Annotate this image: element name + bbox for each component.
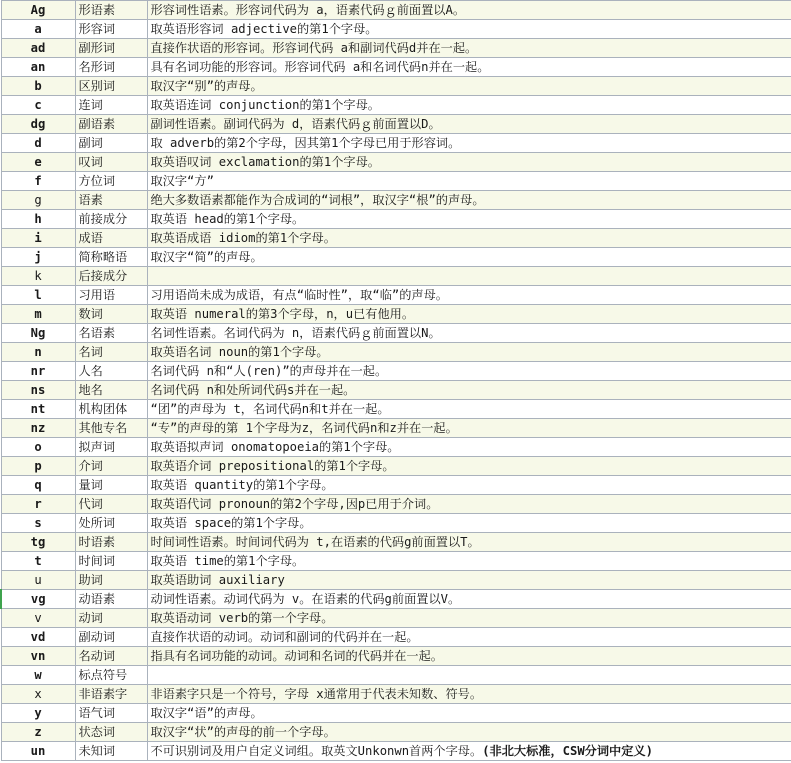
tag-description-text: 取英语名词 noun的第1个字母。 <box>150 344 329 359</box>
tag-description-text: 取英语连词 conjunction的第1个字母。 <box>150 97 380 112</box>
tag-description-cell <box>147 381 791 400</box>
table-row <box>1 77 791 96</box>
tag-code-cell: nt <box>1 400 75 419</box>
tag-name-cell: 时间词 <box>75 552 147 571</box>
tag-description-text: 非语素字只是一个符号，字母 x通常用于代表未知数、符号。 <box>150 686 483 701</box>
tag-description-cell <box>147 400 791 419</box>
tag-description-cell <box>147 305 791 324</box>
tag-code-cell: an <box>1 58 75 77</box>
tag-description-cell <box>147 438 791 457</box>
tag-description-cell <box>147 704 791 723</box>
tag-description-cell <box>147 723 791 742</box>
tag-description-cell <box>147 685 791 704</box>
tag-name-cell: 语素 <box>75 191 147 210</box>
tag-code-cell: dg <box>1 115 75 134</box>
tag-name-cell: 简称略语 <box>75 248 147 267</box>
tag-name-cell: 地名 <box>75 381 147 400</box>
tag-code-cell: g <box>1 191 75 210</box>
tag-description-text: 取汉字“方” <box>150 173 214 188</box>
table-row <box>1 286 791 305</box>
tag-description-cell <box>147 647 791 666</box>
table-row <box>1 134 791 153</box>
tag-description-cell <box>147 1 791 20</box>
tag-name-cell: 时语素 <box>75 533 147 552</box>
table-row <box>1 58 791 77</box>
tag-code-cell: Ag <box>1 1 75 20</box>
tag-description-text: 取英语介词 prepositional的第1个字母。 <box>150 458 395 473</box>
table-row <box>1 20 791 39</box>
tag-description-text: 取英语拟声词 onomatopoeia的第1个字母。 <box>150 439 400 454</box>
tag-name-cell: 副动词 <box>75 628 147 647</box>
table-row <box>1 400 791 419</box>
tag-name-cell: 介词 <box>75 457 147 476</box>
tag-name-cell: 动词 <box>75 609 147 628</box>
tag-name-cell: 区别词 <box>75 77 147 96</box>
tag-name-cell: 名形词 <box>75 58 147 77</box>
table-row <box>1 229 791 248</box>
tag-description-cell <box>147 191 791 210</box>
table-row <box>1 704 791 723</box>
tag-code-cell: e <box>1 153 75 172</box>
tag-code-cell: l <box>1 286 75 305</box>
tag-code-cell: c <box>1 96 75 115</box>
tag-description-cell <box>147 495 791 514</box>
tag-name-cell: 成语 <box>75 229 147 248</box>
tag-description-text: 动词性语素。动词代码为 v。在语素的代码g前面置以V。 <box>150 591 461 606</box>
tag-code-cell: i <box>1 229 75 248</box>
tag-code-cell: vg <box>1 590 75 609</box>
tag-description-text: 形容词性语素。形容词代码为 a，语素代码ｇ前面置以A。 <box>150 2 466 17</box>
tag-code-cell: t <box>1 552 75 571</box>
tag-description-cell <box>147 324 791 343</box>
tag-name-cell: 名语素 <box>75 324 147 343</box>
tag-name-cell: 未知词 <box>75 742 147 761</box>
table-row <box>1 1 791 20</box>
tag-name-cell: 形容词 <box>75 20 147 39</box>
tag-name-cell: 标点符号 <box>75 666 147 685</box>
tag-name-cell: 拟声词 <box>75 438 147 457</box>
tag-description-text: 取英语成语 idiom的第1个字母。 <box>150 230 336 245</box>
tag-name-cell: 数词 <box>75 305 147 324</box>
table-row <box>1 723 791 742</box>
table-row <box>1 362 791 381</box>
tag-description-cell <box>147 248 791 267</box>
tag-description-cell <box>147 210 791 229</box>
tag-description-cell <box>147 20 791 39</box>
tag-description-cell <box>147 476 791 495</box>
tag-description-cell <box>147 58 791 77</box>
table-row <box>1 495 791 514</box>
tag-code-cell: vn <box>1 647 75 666</box>
table-row <box>1 571 791 590</box>
tag-name-cell: 状态词 <box>75 723 147 742</box>
tag-code-cell: u <box>1 571 75 590</box>
tag-name-cell: 助词 <box>75 571 147 590</box>
table-row <box>1 210 791 229</box>
tag-name-cell: 机构团体 <box>75 400 147 419</box>
tag-description-text: 绝大多数语素都能作为合成词的“词根”，取汉字“根”的声母。 <box>150 192 485 207</box>
tag-code-cell: vd <box>1 628 75 647</box>
tag-code-cell: k <box>1 267 75 286</box>
table-row <box>1 96 791 115</box>
tag-description-text: 时间词性语素。时间词代码为 t,在语素的代码g前面置以T。 <box>150 534 480 549</box>
tag-description-cell <box>147 666 791 685</box>
tag-description-text: 取英语代词 pronoun的第2个字母,因p已用于介词。 <box>150 496 439 511</box>
tag-description-text: 习用语尚未成为成语，有点“临时性”，取“临”的声母。 <box>150 287 448 302</box>
table-row <box>1 305 791 324</box>
table-row <box>1 153 791 172</box>
table-row <box>1 685 791 704</box>
table-row <box>1 647 791 666</box>
tag-description-cell <box>147 590 791 609</box>
tag-description-text: 名词性语素。名词代码为 n，语素代码ｇ前面置以N。 <box>150 325 441 340</box>
tag-code-cell: p <box>1 457 75 476</box>
tag-description-cell <box>147 39 791 58</box>
tag-name-cell: 叹词 <box>75 153 147 172</box>
tag-description-cell <box>147 77 791 96</box>
tag-code-cell: nr <box>1 362 75 381</box>
tag-name-cell: 形语素 <box>75 1 147 20</box>
tag-name-cell: 动语素 <box>75 590 147 609</box>
tag-description-note: (非北大标准，CSW分词中定义) <box>482 743 653 758</box>
tag-name-cell: 代词 <box>75 495 147 514</box>
tag-description-text: 取英语 head的第1个字母。 <box>150 211 305 226</box>
table-row <box>1 172 791 191</box>
table-row <box>1 590 791 609</box>
table-row <box>1 381 791 400</box>
tag-description-text: 名词代码 n和处所词代码s并在一起。 <box>150 382 356 397</box>
tag-description-text: 取汉字“简”的声母。 <box>150 249 263 264</box>
tag-code-cell: b <box>1 77 75 96</box>
tag-name-cell: 其他专名 <box>75 419 147 438</box>
tag-description-text: 名词代码 n和“人(ren)”的声母并在一起。 <box>150 363 388 378</box>
tag-code-cell: n <box>1 343 75 362</box>
tag-description-text: 取汉字“语”的声母。 <box>150 705 263 720</box>
tag-description-text: 取 adverb的第2个字母，因其第1个字母已用于形容词。 <box>150 135 461 150</box>
tag-description-text: 取英语叹词 exclamation的第1个字母。 <box>150 154 380 169</box>
table-row <box>1 191 791 210</box>
tag-description-cell <box>147 343 791 362</box>
tag-name-cell: 后接成分 <box>75 267 147 286</box>
tag-description-text: “团”的声母为 t，名词代码n和t并在一起。 <box>150 401 390 416</box>
tag-name-cell: 前接成分 <box>75 210 147 229</box>
tag-name-cell: 语气词 <box>75 704 147 723</box>
tag-description-text: 取英语 quantity的第1个字母。 <box>150 477 334 492</box>
tag-name-cell: 副语素 <box>75 115 147 134</box>
table-row <box>1 267 791 286</box>
table-row <box>1 742 791 761</box>
tag-description-cell <box>147 419 791 438</box>
table-row <box>1 248 791 267</box>
tag-description-cell <box>147 457 791 476</box>
tag-description-text: 取英语动词 verb的第一个字母。 <box>150 610 334 625</box>
tag-description-text: 取英语助词 auxiliary <box>150 572 285 587</box>
tag-name-cell: 非语素字 <box>75 685 147 704</box>
tag-description-cell <box>147 115 791 134</box>
tag-description-cell <box>147 609 791 628</box>
tag-code-cell: v <box>1 609 75 628</box>
tag-name-cell: 连词 <box>75 96 147 115</box>
tag-description-cell <box>147 552 791 571</box>
tag-code-cell: nz <box>1 419 75 438</box>
table-row <box>1 666 791 685</box>
tag-description-text: 直接作状语的动词。动词和副词的代码并在一起。 <box>150 629 419 644</box>
tag-description-cell <box>147 96 791 115</box>
tag-code-cell: tg <box>1 533 75 552</box>
tag-description-cell <box>147 267 791 286</box>
tag-description-text: 不可识别词及用户自定义词组。取英文Unkonwn首两个字母。 <box>150 743 483 758</box>
tag-description-text: 取英语形容词 adjective的第1个字母。 <box>150 21 378 36</box>
tag-description-cell <box>147 229 791 248</box>
tag-description-cell <box>147 134 791 153</box>
tag-description-cell <box>147 153 791 172</box>
tag-description-cell <box>147 514 791 533</box>
tag-description-cell <box>147 172 791 191</box>
tag-code-cell: a <box>1 20 75 39</box>
tag-description-cell <box>147 571 791 590</box>
tag-description-cell <box>147 628 791 647</box>
tag-code-cell: w <box>1 666 75 685</box>
table-row <box>1 438 791 457</box>
tag-code-cell: q <box>1 476 75 495</box>
tag-code-cell: h <box>1 210 75 229</box>
tag-description-text: 取英语 time的第1个字母。 <box>150 553 305 568</box>
tag-code-cell: Ng <box>1 324 75 343</box>
table-row <box>1 476 791 495</box>
tag-name-cell: 副词 <box>75 134 147 153</box>
tag-code-cell: d <box>1 134 75 153</box>
table-row <box>1 628 791 647</box>
table-row <box>1 514 791 533</box>
tag-description-text: 直接作状语的形容词。形容词代码 a和副词代码d并在一起。 <box>150 40 478 55</box>
tag-code-cell: un <box>1 742 75 761</box>
table-row <box>1 343 791 362</box>
tag-code-cell: f <box>1 172 75 191</box>
tag-code-cell: ad <box>1 39 75 58</box>
tag-description-text: 取汉字“状”的声母的前一个字母。 <box>150 724 336 739</box>
tag-description-cell <box>147 742 791 761</box>
tag-description-text: 副词性语素。副词代码为 d，语素代码ｇ前面置以D。 <box>150 116 441 131</box>
table-row <box>1 115 791 134</box>
tag-description-text: 取汉字“别”的声母。 <box>150 78 263 93</box>
table-row <box>1 457 791 476</box>
table-row <box>1 552 791 571</box>
tag-description-text: “专”的声母的第 1个字母为z，名词代码n和z并在一起。 <box>150 420 458 435</box>
tag-code-cell: j <box>1 248 75 267</box>
tag-name-cell: 名动词 <box>75 647 147 666</box>
tag-description-text: 具有名词功能的形容词。形容词代码 a和名词代码n并在一起。 <box>150 59 490 74</box>
tag-description-cell <box>147 533 791 552</box>
tag-description-cell <box>147 362 791 381</box>
tag-name-cell: 量词 <box>75 476 147 495</box>
tag-name-cell: 人名 <box>75 362 147 381</box>
tag-code-cell: m <box>1 305 75 324</box>
table-row <box>1 609 791 628</box>
tag-description-text: 指具有名词功能的动词。动词和名词的代码并在一起。 <box>150 648 443 663</box>
table-row <box>1 39 791 58</box>
table-row <box>1 533 791 552</box>
tag-code-cell: x <box>1 685 75 704</box>
tag-description-text: 取英语 numeral的第3个字母，n，u已有他用。 <box>150 306 415 321</box>
tag-name-cell: 方位词 <box>75 172 147 191</box>
tag-name-cell: 习用语 <box>75 286 147 305</box>
tag-code-cell: s <box>1 514 75 533</box>
table-row <box>1 324 791 343</box>
table-row <box>1 419 791 438</box>
tag-description-cell <box>147 286 791 305</box>
tag-code-cell: o <box>1 438 75 457</box>
tag-name-cell: 处所词 <box>75 514 147 533</box>
tag-name-cell: 副形词 <box>75 39 147 58</box>
tag-code-cell: ns <box>1 381 75 400</box>
tag-code-cell: y <box>1 704 75 723</box>
tag-code-cell: z <box>1 723 75 742</box>
tag-code-cell: r <box>1 495 75 514</box>
tag-description-text: 取英语 space的第1个字母。 <box>150 515 312 530</box>
tag-name-cell: 名词 <box>75 343 147 362</box>
